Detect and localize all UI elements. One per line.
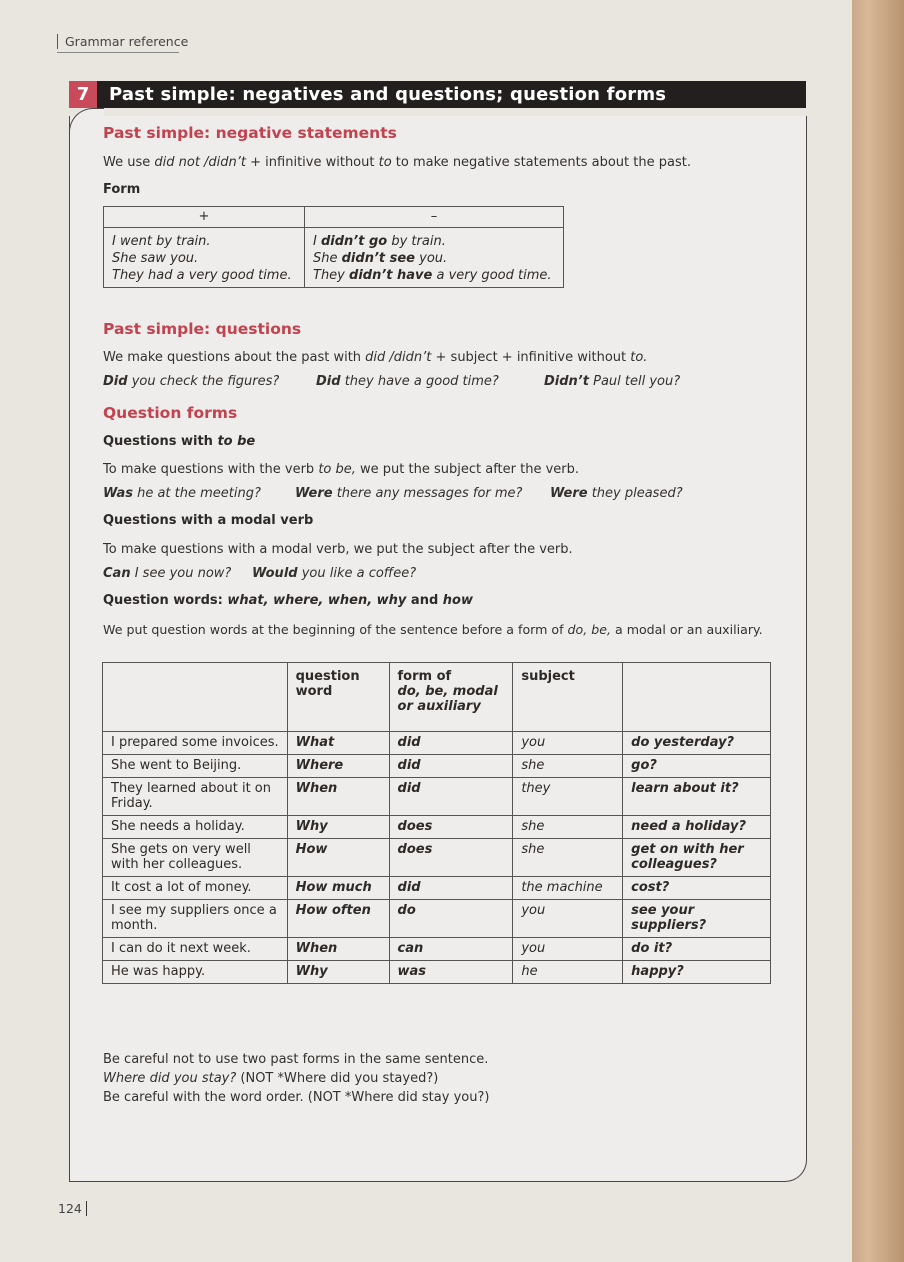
cell-form: can [389, 938, 513, 961]
header-blank [103, 663, 288, 732]
cell-question-word: Why [287, 961, 389, 984]
negative-example [313, 267, 555, 284]
cell-statement: I prepared some invoices. [103, 732, 288, 755]
text-segment: Question words: [103, 593, 228, 608]
text-segment: a modal or an auxiliary. [610, 622, 763, 637]
cell-subject: he [513, 961, 623, 984]
text-segment: by train. [387, 234, 446, 249]
cell-subject: they [513, 778, 623, 816]
cell-form: did [389, 732, 513, 755]
text-segment: Did [103, 374, 128, 389]
text-segment: they have a good time? [340, 374, 499, 389]
to-be-rule-text [103, 462, 579, 477]
cell-statement: It cost a lot of money. [103, 877, 288, 900]
text-segment: he at the meeting? [132, 486, 261, 501]
form-table [103, 206, 564, 288]
cell-rest: do it? [623, 938, 771, 961]
text-segment: there any messages for me? [332, 486, 523, 501]
header-rest-blank [623, 663, 771, 732]
cell-form: did [389, 877, 513, 900]
page-binding-edge [852, 0, 904, 1262]
unit-title: Past simple: negatives and questions; question forms [109, 84, 667, 105]
modal-example-2 [252, 566, 416, 581]
text-segment: I [313, 234, 321, 249]
cell-question-word: Why [287, 816, 389, 839]
questions-example-1 [103, 374, 279, 389]
cell-rest: cost? [623, 877, 771, 900]
subheading-question-words [103, 593, 473, 608]
table-row [103, 900, 771, 938]
text-segment: (NOT *Where did you stayed?) [236, 1071, 439, 1086]
text-segment: didn’t go [320, 234, 388, 249]
cell-rest: learn about it? [623, 778, 771, 816]
text-segment: Was [103, 486, 133, 501]
table-row [103, 938, 771, 961]
cell-statement: She went to Beijing. [103, 755, 288, 778]
modal-example-1 [103, 566, 231, 581]
cell-rest: get on with her colleagues? [623, 839, 771, 877]
text-segment: did /didn’t [365, 350, 432, 365]
cell-question-word: How much [287, 877, 389, 900]
table-row [103, 839, 771, 877]
text-segment: they pleased? [587, 486, 683, 501]
text-segment: how [442, 593, 473, 608]
text-segment: didn’t have [349, 268, 433, 283]
table-row [103, 877, 771, 900]
note-line-1: Be careful not to use two past forms in the same sentence. [103, 1052, 489, 1067]
to-be-example-2 [295, 486, 522, 501]
cell-rest: do yesterday? [623, 732, 771, 755]
text-segment: do, be, [567, 622, 611, 637]
note-line-2 [103, 1071, 438, 1086]
panel-corner [69, 108, 104, 145]
header-rule [57, 52, 179, 53]
text-segment: Can [103, 566, 131, 581]
text-segment: do, be, modal [397, 684, 498, 699]
questions-example-2 [316, 374, 499, 389]
cell-form: did [389, 755, 513, 778]
unit-number: 7 [69, 81, 97, 108]
cell-question-word: How [287, 839, 389, 877]
text-segment: you like a coffee? [297, 566, 417, 581]
text-segment: to make negative statements about the past. [391, 155, 691, 170]
text-segment: question [295, 669, 360, 684]
header-form-of [389, 663, 513, 732]
cell-subject: she [513, 839, 623, 877]
text-segment: I see you now? [130, 566, 232, 581]
form-label: Form [103, 182, 141, 197]
text-segment: did not /didn’t [154, 155, 247, 170]
cell-subject: you [513, 938, 623, 961]
cell-statement: She gets on very well with her colleagues. [103, 839, 288, 877]
heading-questions: Past simple: questions [103, 320, 302, 338]
text-segment: to [378, 155, 392, 170]
modal-rule-text: To make questions with a modal verb, we put the subject after the verb. [103, 542, 573, 557]
positive-example: They had a very good time. [112, 268, 292, 283]
text-segment: Where did you stay? [103, 1071, 237, 1086]
text-segment: and [406, 593, 443, 608]
text-segment: Were [295, 486, 333, 501]
cell-question-word: When [287, 778, 389, 816]
text-segment: to be, [318, 462, 356, 477]
text-segment: Questions with [103, 434, 218, 449]
text-segment: word [295, 684, 333, 699]
table-row [103, 961, 771, 984]
questions-example-3 [544, 374, 680, 389]
question-forms-table [102, 662, 771, 984]
cell-subject: she [513, 755, 623, 778]
text-segment: She [313, 251, 342, 266]
cell-form: was [389, 961, 513, 984]
text-segment: to. [630, 350, 648, 365]
note-line-3: Be careful with the word order. (NOT *Where did stay you?) [103, 1090, 490, 1105]
negative-examples [305, 228, 564, 288]
text-segment: We make questions about the past with [103, 350, 366, 365]
text-segment: Didn’t [544, 374, 589, 389]
text-segment: a very good time. [432, 268, 552, 283]
cell-statement: She needs a holiday. [103, 816, 288, 839]
text-segment: form of [397, 669, 452, 684]
table-row [103, 816, 771, 839]
cell-form: does [389, 839, 513, 877]
to-be-example-3 [550, 486, 683, 501]
table-row [103, 732, 771, 755]
subheading-to-be [103, 434, 255, 449]
text-segment: + subject + infinitive without [431, 350, 631, 365]
question-words-rule-text [103, 622, 763, 637]
cell-form: does [389, 816, 513, 839]
header-subject: subject [513, 663, 623, 732]
text-segment: We use [103, 155, 155, 170]
questions-rule-text [103, 350, 647, 365]
text-segment: to be [217, 434, 256, 449]
text-segment: you check the figures? [127, 374, 280, 389]
cell-question-word: Where [287, 755, 389, 778]
negative-example [313, 250, 555, 267]
text-segment: We put question words at the beginning of the sentence before a form of [103, 622, 568, 637]
cell-subject: you [513, 900, 623, 938]
cell-form: do [389, 900, 513, 938]
text-segment: Paul tell you? [588, 374, 681, 389]
heading-negative-statements: Past simple: negative statements [103, 124, 397, 142]
header-question-word [287, 663, 389, 732]
cell-form: did [389, 778, 513, 816]
positive-examples [104, 228, 305, 288]
text-segment: Would [252, 566, 298, 581]
subheading-modal: Questions with a modal verb [103, 513, 314, 528]
cell-question-word: What [287, 732, 389, 755]
cell-rest: need a holiday? [623, 816, 771, 839]
page-number: 124 [58, 1201, 87, 1216]
text-segment: To make questions with the verb [103, 462, 319, 477]
cell-subject: the machine [513, 877, 623, 900]
to-be-example-1 [103, 486, 261, 501]
text-segment: + infinitive without [246, 155, 379, 170]
text-segment: what, where, when, why [227, 593, 407, 608]
text-segment: Did [316, 374, 341, 389]
cell-statement: I can do it next week. [103, 938, 288, 961]
plus-header: + [104, 207, 305, 228]
negative-example [313, 233, 555, 250]
cell-statement: I see my suppliers once a month. [103, 900, 288, 938]
table-row [103, 778, 771, 816]
cell-rest: see your suppliers? [623, 900, 771, 938]
unit-title-bar [69, 81, 806, 108]
table-header-row [103, 663, 771, 732]
cell-question-word: When [287, 938, 389, 961]
cell-subject: she [513, 816, 623, 839]
text-segment: or auxiliary [397, 699, 481, 714]
positive-example: I went by train. [112, 234, 211, 249]
text-segment: Were [550, 486, 588, 501]
text-segment: They [313, 268, 350, 283]
cell-question-word: How often [287, 900, 389, 938]
table-row [103, 755, 771, 778]
text-segment: we put the subject after the verb. [355, 462, 579, 477]
cell-subject: you [513, 732, 623, 755]
cell-rest: happy? [623, 961, 771, 984]
section-header: Grammar reference [57, 34, 188, 49]
cell-statement: They learned about it on Friday. [103, 778, 288, 816]
negatives-rule-text [103, 155, 691, 170]
heading-question-forms: Question forms [103, 404, 238, 422]
cell-rest: go? [623, 755, 771, 778]
minus-header: – [305, 207, 564, 228]
text-segment: didn’t see [341, 251, 415, 266]
cell-statement: He was happy. [103, 961, 288, 984]
positive-example: She saw you. [112, 251, 199, 266]
text-segment: you. [415, 251, 448, 266]
